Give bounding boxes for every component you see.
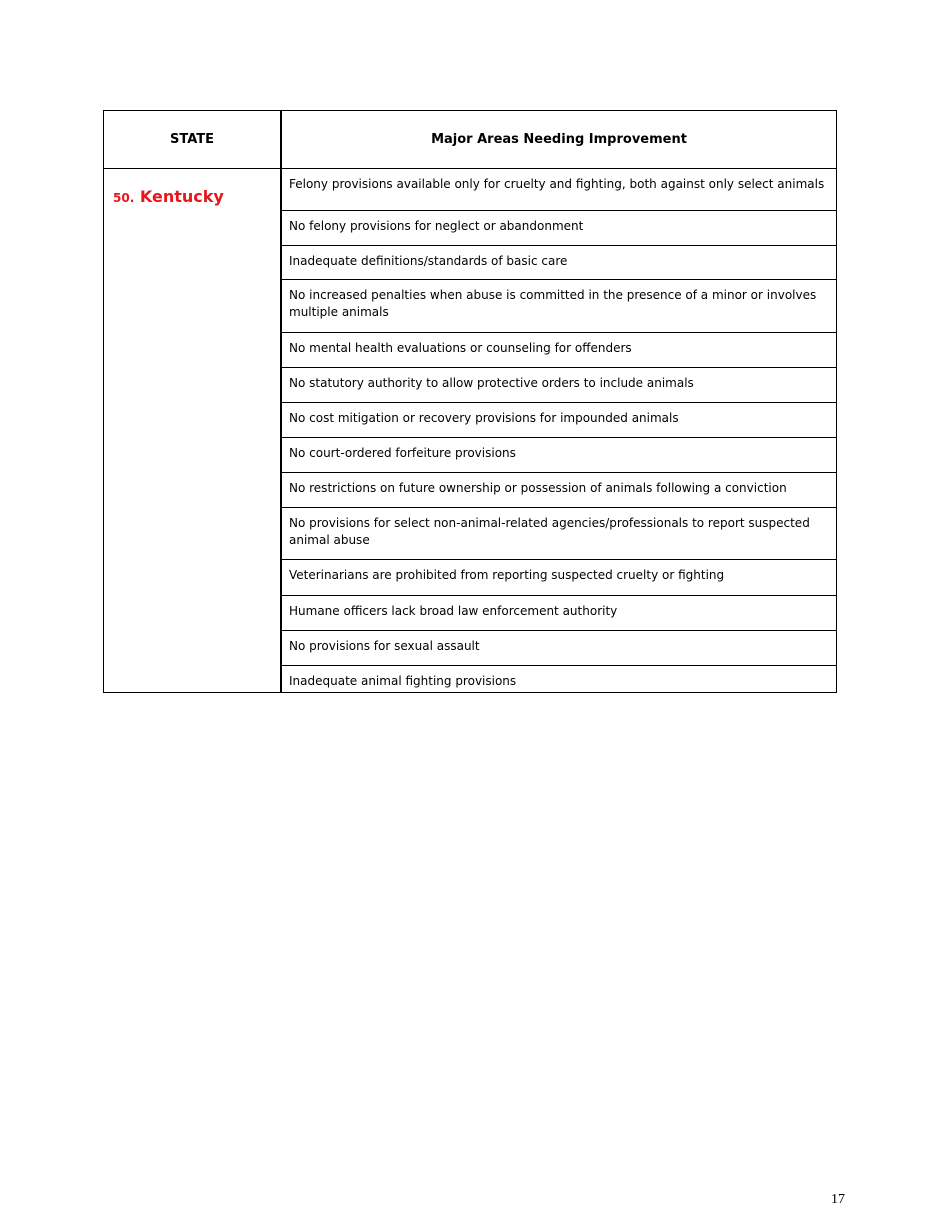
- header-areas: Major Areas Needing Improvement: [431, 132, 687, 147]
- area-row: No provisions for sexual assault: [281, 631, 837, 666]
- area-row: Humane officers lack broad law enforcement authority: [281, 596, 837, 631]
- page-number: 17: [831, 1192, 845, 1207]
- state-name: Kentucky: [139, 187, 224, 206]
- area-row: Veterinarians are prohibited from reporting suspected cruelty or fighting: [281, 560, 837, 596]
- area-row: No provisions for select non-animal-related agencies/professionals to report suspected animal abuse: [281, 508, 837, 560]
- area-row: No statutory authority to allow protective orders to include animals: [281, 368, 837, 403]
- area-row: No court-ordered forfeiture provisions: [281, 438, 837, 473]
- area-row: No cost mitigation or recovery provisions for impounded animals: [281, 403, 837, 438]
- improvement-table: [103, 110, 837, 693]
- header-state: STATE: [169, 132, 215, 147]
- state-rank: 50.: [113, 191, 135, 205]
- area-row: Felony provisions available only for cruelty and fighting, both against only select animals: [281, 169, 837, 211]
- area-row: No increased penalties when abuse is committed in the presence of a minor or involves multiple animals: [281, 280, 837, 333]
- area-row: No mental health evaluations or counseling for offenders: [281, 333, 837, 368]
- areas-list: [281, 169, 837, 694]
- area-row: Inadequate animal fighting provisions: [289, 674, 517, 688]
- area-row: No restrictions on future ownership or possession of animals following a conviction: [281, 473, 837, 508]
- area-row: No felony provisions for neglect or abandonment: [281, 211, 837, 246]
- state-cell: [113, 187, 224, 206]
- area-row: Inadequate definitions/standards of basic care: [281, 246, 837, 280]
